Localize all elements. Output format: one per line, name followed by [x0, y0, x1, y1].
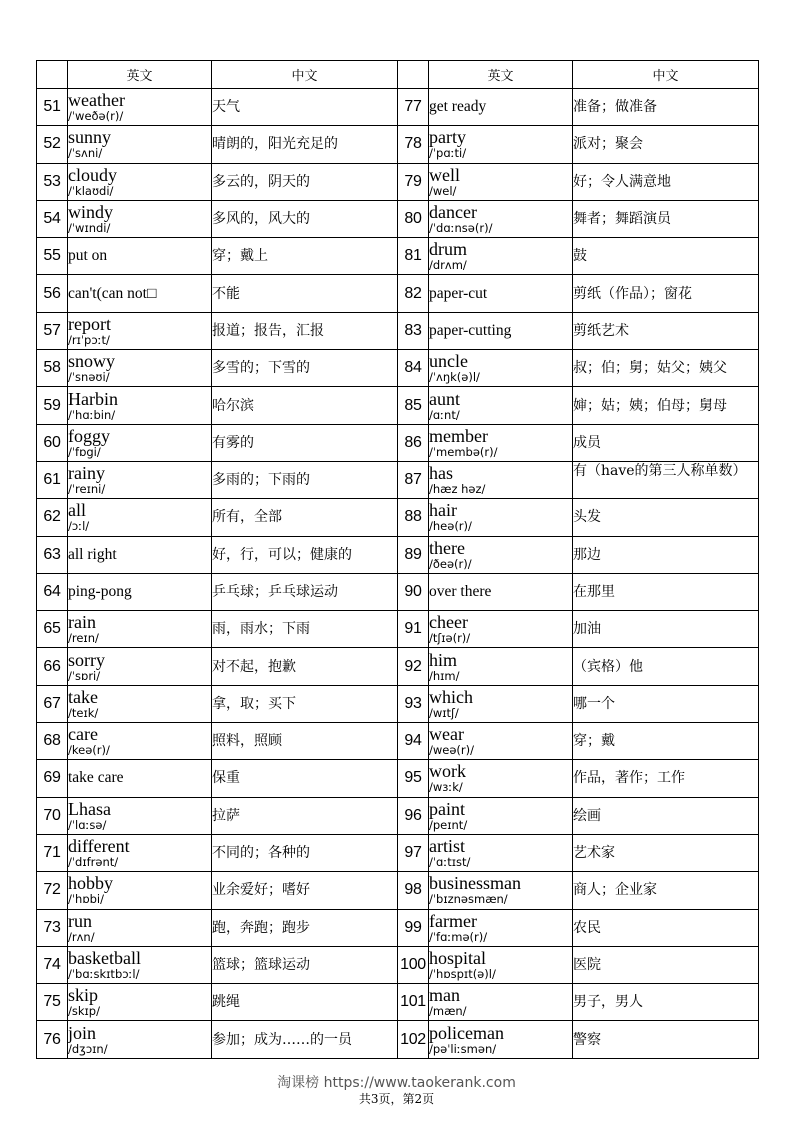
phonetic: /ˈhɒbi/	[68, 892, 104, 907]
english-word: can't(can not□	[68, 284, 157, 302]
table-row	[37, 499, 759, 536]
phonetic: /ˈsɒri/	[68, 668, 101, 683]
header-chinese-right: 中文	[573, 61, 759, 89]
entry-number: 74	[37, 946, 68, 983]
english-cell	[68, 387, 212, 424]
english-cell	[68, 238, 212, 275]
chinese-meaning: 保重	[212, 760, 398, 797]
english-cell	[429, 461, 573, 498]
entry-number: 72	[37, 872, 68, 909]
entry-number: 96	[398, 797, 429, 834]
chinese-meaning: 拉萨	[212, 797, 398, 834]
phonetic: /ˈfɑːmə(r)/	[429, 929, 488, 944]
english-word: member	[429, 425, 488, 446]
english-word: take care	[68, 769, 124, 787]
table-row	[37, 834, 759, 871]
english-word: ping-pong	[68, 583, 132, 600]
phonetic: /ˈlɑːsə/	[68, 817, 107, 832]
english-word: man	[429, 985, 460, 1006]
table-row	[37, 238, 759, 275]
english-cell	[68, 275, 212, 312]
english-word: has	[429, 463, 453, 484]
english-cell	[429, 760, 573, 797]
english-cell	[68, 200, 212, 237]
table-row	[37, 350, 759, 387]
chinese-meaning: 商人；企业家	[573, 872, 759, 909]
entry-number: 55	[37, 238, 68, 275]
phonetic: /ˈpɑːti/	[429, 146, 467, 161]
chinese-meaning: 舞者；舞蹈演员	[573, 200, 759, 237]
table-row	[37, 275, 759, 312]
english-word: wear	[429, 724, 464, 745]
english-cell	[429, 350, 573, 387]
chinese-meaning: 哪一个	[573, 685, 759, 722]
phonetic: /tʃɪə(r)/	[429, 631, 471, 646]
phonetic: /ˈdɪfrənt/	[68, 855, 119, 870]
chinese-meaning: 穿；戴上	[212, 238, 398, 275]
english-word: skip	[68, 985, 99, 1006]
entry-number: 85	[398, 387, 429, 424]
header-english-right: 英文	[429, 61, 573, 89]
english-word: over there	[429, 583, 492, 600]
phonetic: /mæn/	[429, 1004, 467, 1019]
english-word: there	[429, 537, 465, 558]
english-word: care	[68, 724, 98, 745]
english-word: hair	[429, 500, 457, 521]
entry-number: 71	[37, 834, 68, 871]
english-word: farmer	[429, 910, 477, 931]
chinese-meaning: 派对；聚会	[573, 126, 759, 163]
english-cell	[429, 611, 573, 648]
english-word: run	[68, 910, 92, 931]
entry-number: 83	[398, 312, 429, 349]
english-cell	[429, 163, 573, 200]
footer-site: 淘课榜 https://www.taokerank.com	[277, 1075, 516, 1091]
english-cell	[429, 1021, 573, 1058]
entry-number: 61	[37, 461, 68, 498]
chinese-meaning: 跳绳	[212, 984, 398, 1021]
english-cell	[429, 424, 573, 461]
chinese-meaning: 准备；做准备	[573, 89, 759, 126]
english-word: cloudy	[68, 164, 117, 185]
header-chinese-left: 中文	[212, 61, 398, 89]
english-cell	[429, 238, 573, 275]
english-word: sorry	[68, 649, 105, 670]
table-row	[37, 163, 759, 200]
english-cell	[429, 312, 573, 349]
entry-number: 68	[37, 723, 68, 760]
phonetic: /weə(r)/	[429, 743, 475, 758]
english-word: take	[68, 686, 98, 707]
english-cell	[429, 685, 573, 722]
phonetic: /ˈhɑːbin/	[68, 407, 116, 422]
chinese-meaning: 好，行，可以；健康的	[212, 536, 398, 573]
chinese-meaning: 雨，雨水；下雨	[212, 611, 398, 648]
entry-number: 81	[398, 238, 429, 275]
english-word: Lhasa	[68, 798, 111, 819]
entry-number: 88	[398, 499, 429, 536]
phonetic: /teɪk/	[68, 705, 99, 720]
english-word: sunny	[68, 127, 112, 148]
phonetic: /ˈɑːtɪst/	[429, 855, 471, 870]
phonetic: /ˈdɑːnsə(r)/	[429, 221, 493, 236]
chinese-meaning: 在那里	[573, 573, 759, 610]
english-cell	[429, 834, 573, 871]
english-word: aunt	[429, 388, 460, 409]
table-row	[37, 723, 759, 760]
phonetic: /ˈhɒspɪt(ə)l/	[429, 966, 496, 981]
english-word: hospital	[429, 947, 486, 968]
phonetic: /ˈsnəʊi/	[68, 370, 110, 385]
table-header	[37, 61, 759, 89]
phonetic: /reɪn/	[68, 631, 99, 646]
phonetic: /wel/	[429, 183, 457, 198]
phonetic: /skɪp/	[68, 1004, 100, 1019]
english-word: weather	[68, 90, 125, 111]
english-word: him	[429, 649, 458, 670]
table-row	[37, 797, 759, 834]
table-row	[37, 536, 759, 573]
english-cell	[68, 984, 212, 1021]
entry-number: 69	[37, 760, 68, 797]
entry-number: 82	[398, 275, 429, 312]
chinese-meaning: 晴朗的，阳光充足的	[212, 126, 398, 163]
table-row	[37, 89, 759, 126]
chinese-meaning: 那边	[573, 536, 759, 573]
vocabulary-table	[36, 60, 759, 1059]
chinese-meaning: 加油	[573, 611, 759, 648]
table-row	[37, 424, 759, 461]
english-word: put on	[68, 247, 108, 265]
phonetic: /ˈʌŋk(ə)l/	[429, 370, 480, 385]
english-cell	[68, 312, 212, 349]
english-cell	[68, 723, 212, 760]
english-word: drum	[429, 239, 467, 260]
english-word: basketball	[68, 947, 141, 968]
english-word: Harbin	[68, 388, 118, 409]
english-cell	[429, 536, 573, 573]
entry-number: 94	[398, 723, 429, 760]
english-cell	[429, 946, 573, 983]
entry-number: 84	[398, 350, 429, 387]
phonetic: /drʌm/	[429, 258, 467, 273]
phonetic: /rɪˈpɔːt/	[68, 332, 110, 347]
english-word: windy	[68, 202, 113, 223]
entry-number: 100	[398, 946, 429, 983]
english-cell	[429, 275, 573, 312]
english-cell	[68, 461, 212, 498]
entry-number: 99	[398, 909, 429, 946]
phonetic: /ˈweðə(r)/	[68, 109, 124, 124]
phonetic: /ðeə(r)/	[429, 556, 472, 571]
chinese-meaning: 照料，照顾	[212, 723, 398, 760]
phonetic: /hɪm/	[429, 668, 460, 683]
english-cell	[68, 499, 212, 536]
chinese-meaning: 所有，全部	[212, 499, 398, 536]
chinese-meaning: 报道；报告，汇报	[212, 312, 398, 349]
chinese-meaning: 剪纸艺术	[573, 312, 759, 349]
entry-number: 56	[37, 275, 68, 312]
entry-number: 70	[37, 797, 68, 834]
phonetic: /dʒɔɪn/	[68, 1041, 108, 1056]
chinese-meaning: 篮球；篮球运动	[212, 946, 398, 983]
entry-number: 98	[398, 872, 429, 909]
english-cell	[429, 648, 573, 685]
english-word: rainy	[68, 463, 105, 484]
chinese-meaning: 医院	[573, 946, 759, 983]
phonetic: /wɪtʃ/	[429, 705, 459, 720]
entry-number: 53	[37, 163, 68, 200]
chinese-meaning: 参加；成为……的一员	[212, 1021, 398, 1058]
english-word: all right	[68, 545, 117, 563]
chinese-meaning: 作品，著作；工作	[573, 760, 759, 797]
entry-number: 92	[398, 648, 429, 685]
entry-number: 90	[398, 573, 429, 610]
table-row	[37, 611, 759, 648]
entry-number: 62	[37, 499, 68, 536]
entry-number: 64	[37, 573, 68, 610]
english-word: which	[429, 686, 473, 707]
header-num-left	[37, 61, 68, 89]
english-cell	[429, 872, 573, 909]
english-cell	[68, 611, 212, 648]
chinese-meaning: 跑，奔跑；跑步	[212, 909, 398, 946]
english-word: dancer	[429, 202, 477, 223]
table-row	[37, 126, 759, 163]
phonetic: /ɑːnt/	[429, 407, 460, 422]
table-row	[37, 312, 759, 349]
english-word: report	[68, 313, 111, 334]
english-cell	[68, 163, 212, 200]
chinese-meaning: 拿，取；买下	[212, 685, 398, 722]
english-word: paint	[429, 798, 465, 819]
entry-number: 51	[37, 89, 68, 126]
english-cell	[68, 760, 212, 797]
chinese-meaning: 叔；伯；舅；姑父；姨父	[573, 350, 759, 387]
entry-number: 102	[398, 1021, 429, 1058]
english-word: join	[68, 1022, 97, 1043]
english-cell	[429, 909, 573, 946]
entry-number: 63	[37, 536, 68, 573]
chinese-meaning: 天气	[212, 89, 398, 126]
phonetic: /ˈreɪni/	[68, 482, 106, 497]
english-word: different	[68, 836, 130, 857]
chinese-meaning: 农民	[573, 909, 759, 946]
phonetic: /hæz həz/	[429, 482, 486, 497]
entry-number: 95	[398, 760, 429, 797]
header-num-right	[398, 61, 429, 89]
chinese-meaning: 多云的，阴天的	[212, 163, 398, 200]
chinese-meaning: 穿；戴	[573, 723, 759, 760]
entry-number: 57	[37, 312, 68, 349]
table-body	[37, 89, 759, 1059]
phonetic: /heə(r)/	[429, 519, 472, 534]
chinese-meaning: 多雪的；下雪的	[212, 350, 398, 387]
english-word: rain	[68, 612, 96, 633]
english-cell	[68, 834, 212, 871]
entry-number: 87	[398, 461, 429, 498]
entry-number: 78	[398, 126, 429, 163]
chinese-meaning: 业余爱好；嗜好	[212, 872, 398, 909]
table-row	[37, 648, 759, 685]
chinese-meaning: 多雨的；下雨的	[212, 461, 398, 498]
english-cell	[429, 89, 573, 126]
chinese-meaning: 哈尔滨	[212, 387, 398, 424]
chinese-meaning: 婶；姑；姨；伯母；舅母	[573, 387, 759, 424]
entry-number: 77	[398, 89, 429, 126]
phonetic: /ˈklaʊdi/	[68, 183, 114, 198]
table-row	[37, 387, 759, 424]
english-word: work	[429, 761, 466, 782]
entry-number: 91	[398, 611, 429, 648]
chinese-meaning: 男子，男人	[573, 984, 759, 1021]
entry-number: 97	[398, 834, 429, 871]
english-cell	[429, 984, 573, 1021]
english-word: policeman	[429, 1022, 504, 1043]
phonetic: /ˈfɒgi/	[68, 444, 101, 459]
english-cell	[68, 573, 212, 610]
table-row	[37, 909, 759, 946]
entry-number: 80	[398, 200, 429, 237]
english-cell	[68, 424, 212, 461]
entry-number: 66	[37, 648, 68, 685]
english-word: hobby	[68, 873, 113, 894]
english-word: paper-cut	[429, 284, 488, 302]
entry-number: 60	[37, 424, 68, 461]
header-english-left: 英文	[68, 61, 212, 89]
chinese-meaning: 好；令人满意地	[573, 163, 759, 200]
phonetic: /keə(r)/	[68, 743, 110, 758]
phonetic: /ˈmembə(r)/	[429, 444, 498, 459]
footer-page-number: 共3页，第2页	[358, 1092, 435, 1106]
phonetic: /ˈwɪndi/	[68, 221, 111, 236]
table-row	[37, 1021, 759, 1058]
english-cell	[68, 872, 212, 909]
chinese-meaning: （宾格）他	[573, 648, 759, 685]
english-cell	[429, 797, 573, 834]
english-cell	[68, 1021, 212, 1058]
english-word: paper-cutting	[429, 321, 512, 339]
english-cell	[68, 946, 212, 983]
chinese-meaning: 多风的，风大的	[212, 200, 398, 237]
table-row	[37, 760, 759, 797]
english-cell	[68, 350, 212, 387]
entry-number: 73	[37, 909, 68, 946]
english-word: artist	[429, 836, 465, 857]
table-row	[37, 946, 759, 983]
english-cell	[429, 126, 573, 163]
chinese-meaning: 不能	[212, 275, 398, 312]
phonetic: /peɪnt/	[429, 817, 468, 832]
table-row	[37, 984, 759, 1021]
english-cell	[429, 200, 573, 237]
english-word: uncle	[429, 351, 468, 372]
table-row	[37, 573, 759, 610]
table-row	[37, 200, 759, 237]
chinese-meaning: 成员	[573, 424, 759, 461]
english-cell	[429, 499, 573, 536]
entry-number: 54	[37, 200, 68, 237]
entry-number: 75	[37, 984, 68, 1021]
english-word: all	[68, 500, 86, 521]
chinese-meaning: 鼓	[573, 238, 759, 275]
english-cell	[68, 89, 212, 126]
chinese-meaning: 有（have的第三人称单数）	[573, 461, 759, 498]
english-cell	[429, 723, 573, 760]
english-word: foggy	[68, 425, 110, 446]
entry-number: 76	[37, 1021, 68, 1058]
chinese-meaning: 艺术家	[573, 834, 759, 871]
english-word: cheer	[429, 612, 468, 633]
entry-number: 59	[37, 387, 68, 424]
phonetic: /ˈbɪznəsmæn/	[429, 892, 508, 907]
phonetic: /pəˈliːsmən/	[429, 1041, 497, 1056]
english-cell	[68, 126, 212, 163]
english-word: get ready	[429, 98, 487, 116]
english-cell	[68, 797, 212, 834]
chinese-meaning: 对不起，抱歉	[212, 648, 398, 685]
entry-number: 58	[37, 350, 68, 387]
phonetic: /ˈsʌni/	[68, 146, 103, 161]
chinese-meaning: 不同的；各种的	[212, 834, 398, 871]
english-cell	[68, 685, 212, 722]
chinese-meaning: 乒乓球；乒乓球运动	[212, 573, 398, 610]
chinese-meaning: 有雾的	[212, 424, 398, 461]
chinese-meaning: 头发	[573, 499, 759, 536]
english-word: party	[429, 127, 466, 148]
table-row	[37, 685, 759, 722]
entry-number: 86	[398, 424, 429, 461]
entry-number: 65	[37, 611, 68, 648]
english-word: businessman	[429, 873, 521, 894]
phonetic: /wɜːk/	[429, 780, 463, 795]
table-row	[37, 461, 759, 498]
table-row	[37, 872, 759, 909]
english-cell	[429, 573, 573, 610]
english-cell	[68, 648, 212, 685]
chinese-meaning: 剪纸（作品）；窗花	[573, 275, 759, 312]
english-word: well	[429, 164, 460, 185]
english-cell	[429, 387, 573, 424]
entry-number: 89	[398, 536, 429, 573]
english-cell	[68, 536, 212, 573]
entry-number: 79	[398, 163, 429, 200]
entry-number: 52	[37, 126, 68, 163]
phonetic: /ˈbɑːskɪtbɔːl/	[68, 966, 140, 981]
entry-number: 101	[398, 984, 429, 1021]
entry-number: 93	[398, 685, 429, 722]
english-word: snowy	[68, 351, 116, 372]
phonetic: /ɔːl/	[68, 519, 90, 534]
phonetic: /rʌn/	[68, 929, 95, 944]
english-cell	[68, 909, 212, 946]
chinese-meaning: 绘画	[573, 797, 759, 834]
chinese-meaning: 警察	[573, 1021, 759, 1058]
entry-number: 67	[37, 685, 68, 722]
